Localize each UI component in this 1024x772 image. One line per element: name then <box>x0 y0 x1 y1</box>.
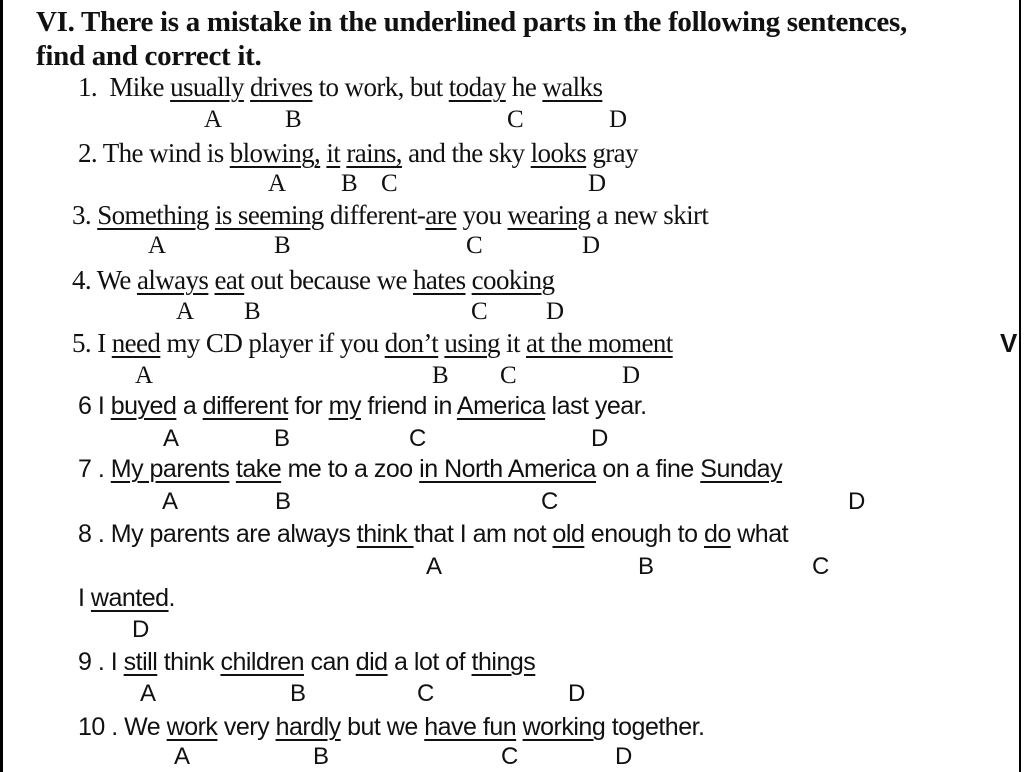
sentence-text: . <box>168 584 175 612</box>
page-border-left <box>0 0 3 772</box>
sentence-text: and the sky <box>401 138 531 168</box>
sentence-text: 2. The wind is <box>78 138 230 168</box>
sentence-text: 6 I <box>78 392 111 420</box>
underlined-option-a: always <box>136 265 209 295</box>
sentence-10 <box>78 713 705 742</box>
option-letter-b: B <box>274 232 291 259</box>
sentence-text: last year. <box>545 392 647 420</box>
sentence-1 <box>78 72 602 103</box>
sentence-text: different- <box>323 200 426 230</box>
underlined-option-c: rains, <box>346 138 402 168</box>
sentence-text: 9 . I <box>78 648 124 676</box>
option-letter-a: A <box>135 362 154 389</box>
option-letter-d: D <box>615 743 633 770</box>
underlined-option-b: old <box>552 520 585 548</box>
sentence-text: that I am not <box>413 520 553 548</box>
sentence-text: it <box>499 328 526 358</box>
option-letter-a: A <box>163 425 180 452</box>
underlined-option-b: eat <box>214 265 245 295</box>
underlined-option-c: do <box>703 520 731 548</box>
underlined-option-a: usually <box>170 72 244 102</box>
option-letter-c: C <box>507 106 524 133</box>
sentence-text: you <box>456 200 508 230</box>
underlined-option-d: looks <box>530 138 587 168</box>
sentence-text: a new skirt <box>590 200 709 230</box>
sentence-text: can <box>304 648 356 676</box>
sentence-text: my CD player if you <box>160 328 385 358</box>
sentence-text: what <box>730 520 789 548</box>
option-letter-a: A <box>176 298 195 325</box>
sentence-text: together. <box>605 713 705 741</box>
option-letter-a: A <box>148 232 167 259</box>
option-letter-d: D <box>132 616 150 643</box>
option-letter-c: C <box>541 488 559 515</box>
option-letter-b: B <box>638 553 655 580</box>
sentence-text: out because we <box>244 265 414 295</box>
sentence-7 <box>78 455 782 484</box>
underlined-option-a: buyed <box>110 392 177 420</box>
exercise-heading-line-1: VI. There is a mistake in the underlined parts in the following sentences, <box>36 6 907 38</box>
underlined-option-a: My parents <box>110 455 230 483</box>
underlined-option-d: things <box>471 648 536 676</box>
sentence-text: for <box>288 392 329 420</box>
sentence-text: friend in <box>360 392 457 420</box>
underlined-option-d: Sunday <box>700 455 783 483</box>
underlined-option-c: using <box>444 328 500 358</box>
option-letter-c: C <box>501 743 519 770</box>
option-letter-d: D <box>848 488 866 515</box>
sentence-text: 4. We <box>72 265 137 295</box>
option-letter-b: B <box>313 743 330 770</box>
option-letter-a: A <box>268 170 287 197</box>
sentence-text: 8 . My parents are always <box>78 520 357 548</box>
sentence-3 <box>72 200 708 231</box>
sentence-8 <box>78 520 788 549</box>
underlined-option-c: are <box>425 200 457 230</box>
option-letter-c: C <box>417 680 435 707</box>
option-letter-d: D <box>582 232 601 259</box>
option-letter-a: A <box>162 488 179 515</box>
sentence-text: to work, but <box>312 72 449 102</box>
option-letter-d: D <box>591 425 609 452</box>
underlined-option-b: is seeming <box>214 200 324 230</box>
sentence-text: very <box>217 713 276 741</box>
option-letter-d: D <box>568 680 586 707</box>
option-letter-d: D <box>622 362 641 389</box>
sentence-text: he <box>505 72 543 102</box>
underlined-option-a: still <box>123 648 158 676</box>
option-letter-c: C <box>812 553 830 580</box>
sentence-text: 10 . We <box>78 713 167 741</box>
sentence-text: gray <box>586 138 638 168</box>
underlined-option-a: need <box>111 328 161 358</box>
sentence-text: 7 . <box>78 455 111 483</box>
sentence-8-continued <box>78 584 175 613</box>
option-letter-a: A <box>426 553 443 580</box>
sentence-text: me to a zoo <box>281 455 420 483</box>
option-letter-b: B <box>274 425 291 452</box>
option-letter-b: B <box>341 170 358 197</box>
underlined-option-b: children <box>220 648 305 676</box>
option-letter-b: B <box>290 680 307 707</box>
sentence-text: enough to <box>584 520 704 548</box>
underlined-option-d: working <box>522 713 606 741</box>
underlined-option-c: in North America <box>419 455 596 483</box>
sentence-text: 5. I <box>72 328 112 358</box>
underlined-option-c: did <box>355 648 388 676</box>
sentence-text: 1. Mike <box>78 72 171 102</box>
underlined-option-c: hates <box>413 265 466 295</box>
underlined-option-a: think <box>356 520 414 548</box>
option-letter-c: C <box>409 425 427 452</box>
underlined-option-a: work <box>166 713 218 741</box>
sentence-text: a lot of <box>387 648 472 676</box>
option-letter-a: A <box>204 106 223 133</box>
sentence-text: I <box>78 584 91 612</box>
option-letter-b: B <box>244 298 261 325</box>
exercise-heading-line-2: find and correct it. <box>36 40 262 72</box>
option-letter-d: D <box>546 298 565 325</box>
option-letter-a: A <box>174 743 191 770</box>
page-border-right <box>1019 0 1021 772</box>
sentence-6 <box>78 392 647 421</box>
option-letter-c: C <box>466 232 483 259</box>
option-letter-b: B <box>275 488 292 515</box>
underlined-option-c: have fun <box>424 713 517 741</box>
underlined-option-b: different <box>202 392 289 420</box>
underlined-option-b: don’t <box>384 328 439 358</box>
underlined-option-a: blowing, <box>229 138 321 168</box>
underlined-option-b: drives <box>250 72 313 102</box>
underlined-option-c: my <box>328 392 361 420</box>
underlined-option-d: America <box>456 392 546 420</box>
sentence-text: 3. <box>72 200 98 230</box>
underlined-option-b: hardly <box>275 713 341 741</box>
underlined-option-a: Something <box>97 200 209 230</box>
option-letter-c: C <box>500 362 517 389</box>
underlined-option-d: wearing <box>507 200 591 230</box>
option-letter-a: A <box>140 680 157 707</box>
sentence-text: on a fine <box>595 455 701 483</box>
option-letter-d: D <box>609 106 628 133</box>
option-letter-c: C <box>381 170 398 197</box>
underlined-option-b: take <box>235 455 282 483</box>
underlined-option-d: at the moment <box>526 328 673 358</box>
underlined-option-d: cooking <box>471 265 555 295</box>
cropped-edge-letter: V <box>1000 328 1018 358</box>
underlined-option-c: today <box>448 72 506 102</box>
option-letter-d: D <box>588 170 607 197</box>
sentence-2 <box>78 138 638 169</box>
sentence-5 <box>72 328 673 359</box>
sentence-text: a <box>176 392 203 420</box>
sentence-4 <box>72 265 554 296</box>
underlined-option-d: wanted <box>90 584 169 612</box>
option-letter-b: B <box>432 362 449 389</box>
option-letter-c: C <box>471 298 488 325</box>
underlined-option-d: walks <box>542 72 603 102</box>
option-letter-b: B <box>285 106 302 133</box>
sentence-text: but we <box>340 713 425 741</box>
sentence-9 <box>78 648 535 677</box>
underlined-option-b: it <box>326 138 341 168</box>
sentence-text: think <box>157 648 221 676</box>
